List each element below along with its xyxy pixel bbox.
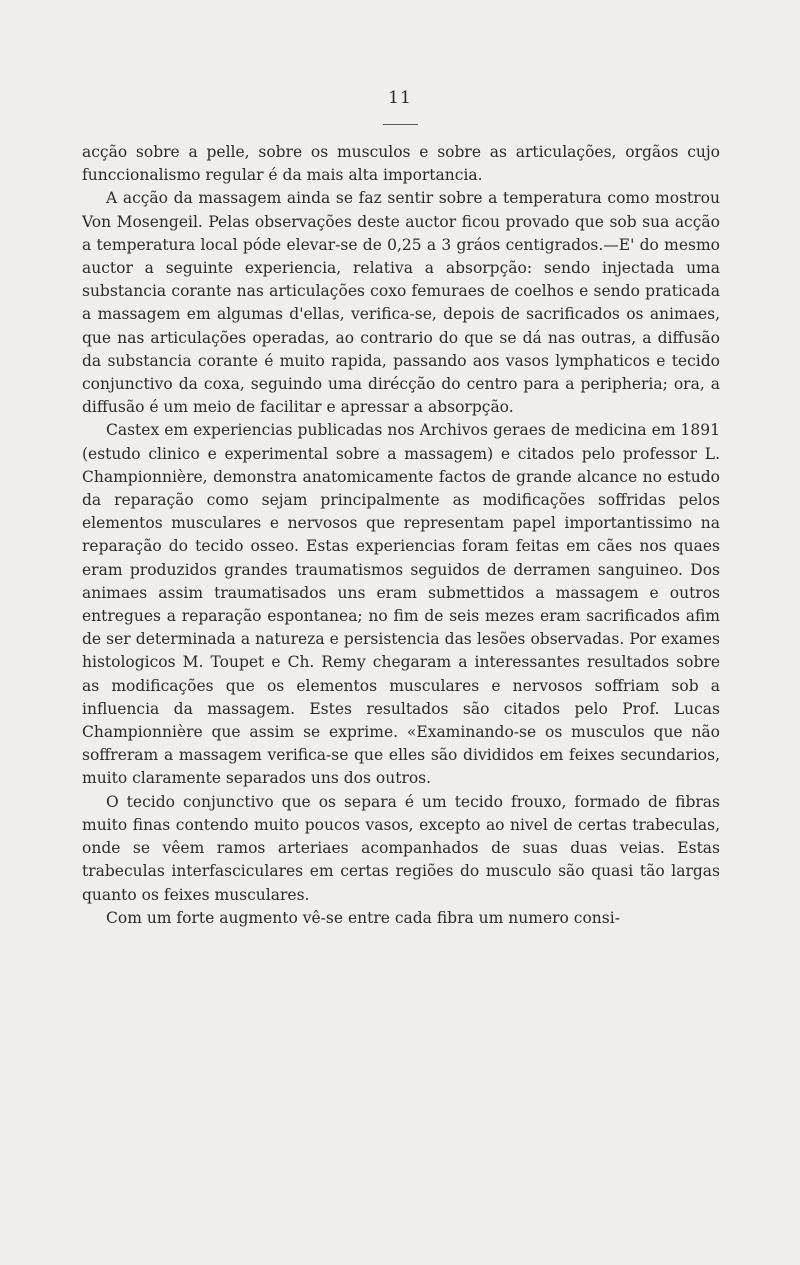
paragraph: O tecido conjunctivo que os separa é um tecido frouxo, formado de fibras muito finas contendo muito poucos vasos, excepto ao nivel de certas trabeculas, onde se vêem ramos arteriaes acompanhados de suas duas veias. Estas trabeculas interfasciculares em certas regiões do musculo são quasi tão largas quanto os feixes musculares. — [82, 792, 720, 904]
paragraph: A acção da massagem ainda se faz sentir sobre a temperatura como mostrou Von Mosengeil. Pelas observações deste auctor ficou provado que sob sua acção a temperatura local póde elevar-se de 0,25 a 3 gráos centigrados.—E' do mesmo auctor a seguinte experiencia, relativa a absorpção: sendo injectada uma substancia corante nas articulações coxo femuraes de coelhos e sendo praticada a massagem em algumas d'ellas, verifica-se, depois de sacrificados os animaes, que nas articulações operadas, ao contrario do que se dá nas outras, a diffusão da substancia corante é muito rapida, passando aos vasos lymphaticos e tecido conjunctivo da coxa, seguindo uma dirécção do centro para a peripheria; ora, a diffusão é um meio de facilitar e apressar a absorpção. — [82, 189, 720, 417]
body-text — [82, 141, 720, 930]
paragraph: acção sobre a pelle, sobre os musculos e sobre as articulações, orgãos cujo funccionalismo regular é da mais alta importancia. — [82, 143, 720, 185]
header-rule — [383, 124, 418, 125]
page-number: 11 — [388, 88, 412, 108]
paragraph: Castex em experiencias publicadas nos Archivos geraes de medicina em 1891 (estudo clinico e experimental sobre a massagem) e citados pelo professor L. Championnière, demonstra anatomicamente factos de grande alcance no estudo da reparação como sejam principalmente as modificações soffridas pelos elementos musculares e nervosos que representam papel importantissimo na reparação do tecido osseo. Estas experiencias foram feitas em cães nos quaes eram produzidos grandes traumatismos seguidos de derramen sanguineo. Dos animaes assim traumatisados uns eram submettidos a massagem e outros entregues a reparação espontanea; no fim de seis mezes eram sacrificados afim de ser determinada a natureza e persistencia das lesões observadas. Por exames histologicos M. Toupet e Ch. Remy chegaram a interessantes resultados sobre as modificações que os elementos musculares e nervosos soffriam sob a influencia da massagem. Estes resultados são citados pelo Prof. Lucas Championnière que assim se exprime. «Examinando-se os musculos que não soffreram a massagem verifica-se que elles são divididos em feixes secundarios, muito claramente separados uns dos outros. — [82, 421, 720, 788]
paragraph: Com um forte augmento vê-se entre cada fibra um numero consi- — [106, 908, 620, 927]
